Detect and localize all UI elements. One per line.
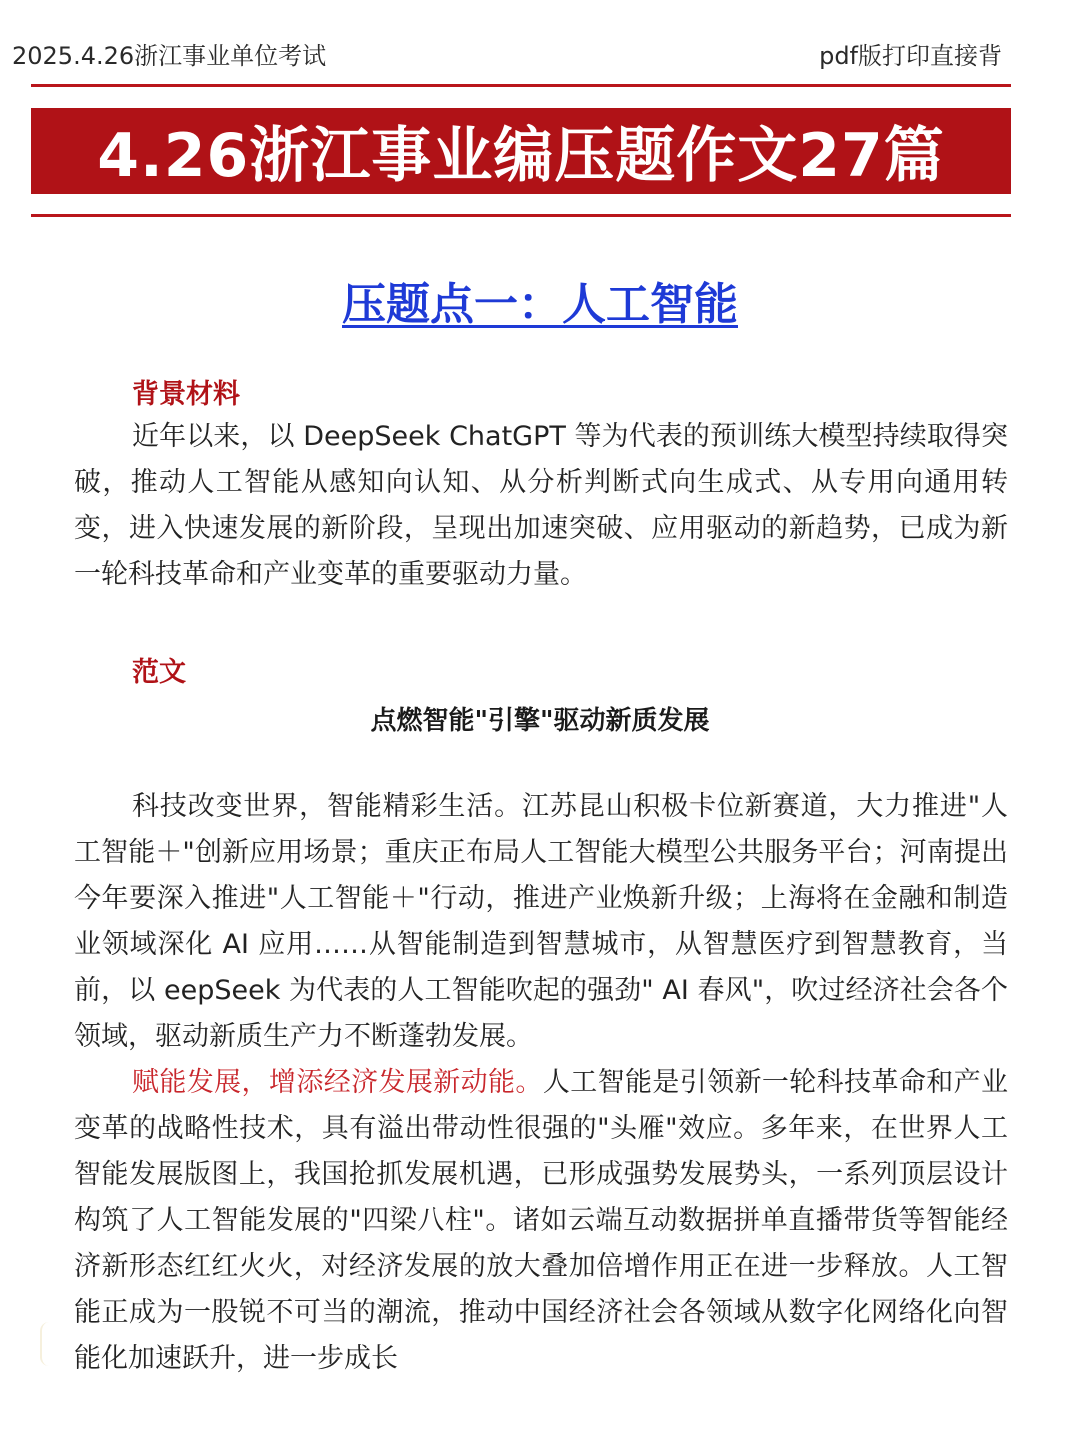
top-divider bbox=[31, 84, 1011, 87]
title-banner bbox=[31, 108, 1011, 194]
essay-paragraph-2-highlight: 赋能发展，增添经济发展新动能。 bbox=[132, 1067, 543, 1098]
essay-paragraph-2 bbox=[74, 1060, 1008, 1382]
header-right-text: pdf版打印直接背 bbox=[819, 42, 1002, 70]
margin-decoration bbox=[40, 1322, 58, 1366]
header-left-text: 2025.4.26浙江事业单位考试 bbox=[12, 42, 327, 70]
background-label: 背景材料 bbox=[132, 379, 240, 410]
background-paragraph: 近年以来，以 DeepSeek ChatGPT 等为代表的预训练大模型持续取得突破，推动人工智能从感知向认知、从分析判断式向生成式、从专用向通用转变，进入快速发展的新阶段，呈现出加速突破、应用驱动的新趋势，已成为新一轮科技革命和产业变革的重要驱动力量。 bbox=[74, 421, 1008, 590]
section-heading-link[interactable]: 压题点一：人工智能 bbox=[342, 279, 738, 330]
banner-title: 4.26浙江事业编压题作文27篇 bbox=[97, 121, 945, 191]
bottom-divider bbox=[31, 214, 1011, 217]
essay-label: 范文 bbox=[132, 657, 186, 688]
essay-paragraph-1: 科技改变世界，智能精彩生活。江苏昆山积极卡位新赛道，大力推进"人工智能＋"创新应用场景；重庆正布局人工智能大模型公共服务平台；河南提出今年要深入推进"人工智能＋"行动，推进产业焕新升级；上海将在金融和制造业领域深化 AI 应用……从智能制造到智慧城市，从智慧医疗到智慧教育，当前，以 eepSeek 为代表的人工智能吹起的强劲" AI 春风"，吹过经济社会各个领域，驱动新质生产力不断蓬勃发展。 bbox=[74, 791, 1008, 1052]
essay-title: 点燃智能"引擎"驱动新质发展 bbox=[370, 706, 710, 736]
essay-paragraph-2-body: 人工智能是引领新一轮科技革命和产业变革的战略性技术，具有溢出带动性很强的"头雁"效应。多年来，在世界人工智能发展版图上，我国抢抓发展机遇，已形成强势发展势头，一系列顶层设计构筑了人工智能发展的"四梁八柱"。诸如云端互动数据拼单直播带货等智能经济新形态红红火火，对经济发展的放大叠加倍增作用正在进一步释放。人工智能正成为一股锐不可当的潮流，推动中国经济社会各领域从数字化网络化向智能化加速跃升，进一步成长 bbox=[74, 1067, 1009, 1374]
section-heading bbox=[0, 268, 1080, 332]
